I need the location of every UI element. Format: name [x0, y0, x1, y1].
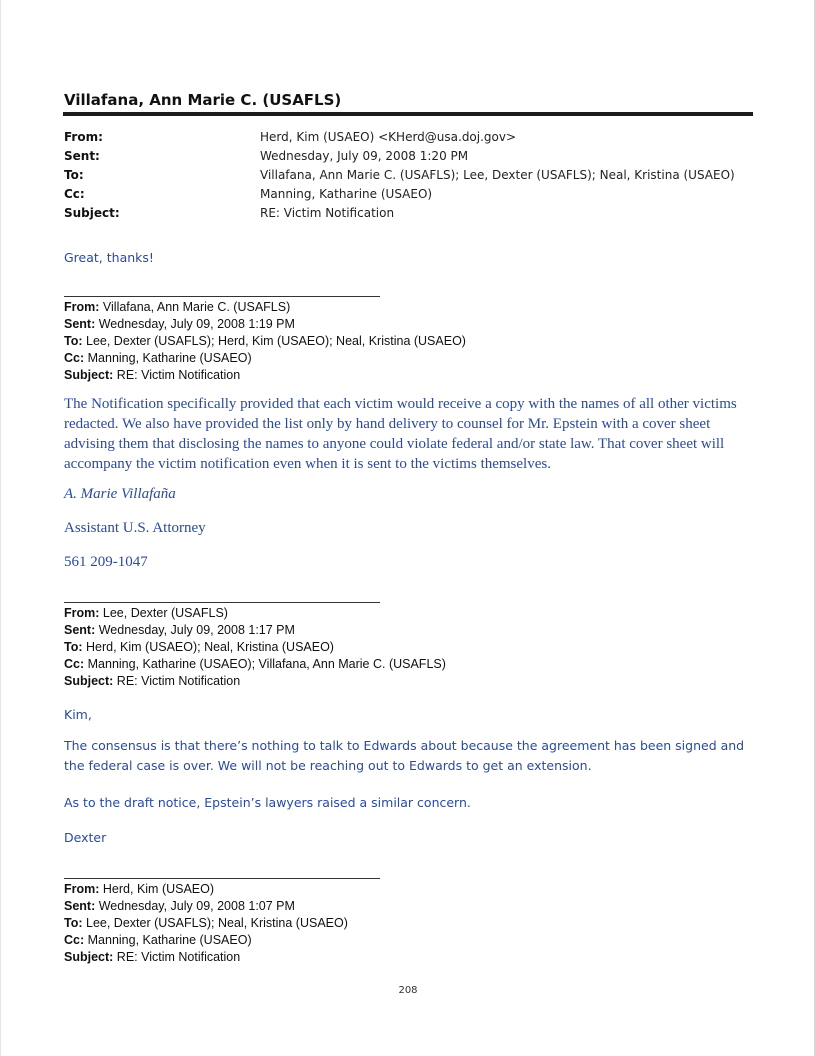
body-line: The Notification specifically provided that each victim would receive a copy with the names of all other victims [64, 396, 737, 412]
quoted-value: RE: Victim Notification [116, 674, 241, 688]
quoted-body-paragraph [64, 736, 744, 776]
quoted-value: Herd, Kim (USAEO) [102, 882, 215, 896]
document-title: Villafana, Ann Marie C. (USAFLS) [64, 91, 342, 109]
quoted-header [64, 605, 446, 690]
quoted-label: From: [64, 882, 100, 896]
body-line: the federal case is over. We will not be reaching out to Edwards to get an extension. [64, 758, 592, 773]
quoted-value: Manning, Katharine (USAEO) [87, 933, 252, 947]
quoted-sent [64, 898, 348, 915]
signature-phone: 561 209-1047 [64, 554, 148, 570]
body-line: The consensus is that there’s nothing to talk to Edwards about because the agreement has been signed and [64, 738, 745, 753]
quoted-label: Sent: [64, 623, 96, 637]
quoted-value: Lee, Dexter (USAFLS); Neal, Kristina (USAEO) [86, 916, 348, 930]
signoff: Dexter [64, 830, 107, 845]
quoted-value: Wednesday, July 09, 2008 1:17 PM [98, 623, 295, 637]
body-line: accompany the victim notification even when it is sent to the victims themselves. [64, 456, 551, 472]
quoted-value: Wednesday, July 09, 2008 1:07 PM [98, 899, 295, 913]
quoted-to [64, 639, 446, 656]
greeting: Kim, [64, 707, 92, 722]
quoted-subject [64, 949, 348, 966]
quoted-label: Sent: [64, 899, 96, 913]
quoted-label: To: [64, 640, 83, 654]
quoted-value: Manning, Katharine (USAEO); Villafana, Ann Marie C. (USAFLS) [87, 657, 446, 671]
quoted-subject [64, 673, 446, 690]
quoted-value: Lee, Dexter (USAFLS); Herd, Kim (USAEO); Neal, Kristina (USAEO) [86, 334, 466, 348]
header-label: Sent: [64, 149, 100, 163]
quoted-from [64, 605, 446, 622]
quoted-header [64, 881, 348, 966]
quoted-label: To: [64, 334, 83, 348]
quoted-cc [64, 932, 348, 949]
message-body: Great, thanks! [64, 250, 154, 265]
quoted-label: From: [64, 300, 100, 314]
header-value: Wednesday, July 09, 2008 1:20 PM [260, 149, 469, 163]
quoted-label: Cc: [64, 933, 85, 947]
quoted-sent [64, 316, 466, 333]
header-label: Subject: [64, 206, 120, 220]
quoted-value: RE: Victim Notification [116, 950, 241, 964]
quoted-label: To: [64, 916, 83, 930]
quoted-to [64, 915, 348, 932]
quoted-sent [64, 622, 446, 639]
body-line: As to the draft notice, Epstein’s lawyers raised a similar concern. [64, 795, 471, 810]
quote-separator [64, 602, 380, 603]
quoted-value: Wednesday, July 09, 2008 1:19 PM [98, 317, 295, 331]
signature-name: A. Marie Villafaña [64, 486, 176, 502]
header-label: To: [64, 168, 84, 182]
scan-edge-left [0, 0, 1, 1056]
quoted-value: Villafana, Ann Marie C. (USAFLS) [102, 300, 291, 314]
header-label: From: [64, 130, 103, 144]
body-line: advising them that disclosing the names to anyone could violate federal and/or state law. That cover sheet will [64, 436, 725, 452]
quoted-label: Cc: [64, 657, 85, 671]
quoted-label: Subject: [64, 950, 114, 964]
quoted-body-paragraph [64, 394, 737, 474]
quote-separator [64, 878, 380, 879]
quoted-value: RE: Victim Notification [116, 368, 241, 382]
quoted-to [64, 333, 466, 350]
header-value: Manning, Katharine (USAEO) [260, 187, 433, 201]
quoted-label: Sent: [64, 317, 96, 331]
quoted-label: From: [64, 606, 100, 620]
quoted-value: Herd, Kim (USAEO); Neal, Kristina (USAEO) [86, 640, 334, 654]
quoted-label: Cc: [64, 351, 85, 365]
quoted-value: Lee, Dexter (USAFLS) [102, 606, 228, 620]
quoted-from [64, 299, 466, 316]
quoted-cc [64, 656, 446, 673]
body-line: redacted. We also have provided the list only by hand delivery to counsel for Mr. Epstein with a cover sheet [64, 416, 711, 432]
title-rule [63, 112, 753, 116]
quoted-header [64, 299, 466, 384]
quoted-value: Manning, Katharine (USAEO) [87, 351, 252, 365]
signature-title: Assistant U.S. Attorney [64, 520, 206, 536]
page-number: 208 [398, 985, 418, 996]
quoted-from [64, 881, 348, 898]
header-value: Villafana, Ann Marie C. (USAFLS); Lee, Dexter (USAFLS); Neal, Kristina (USAEO) [260, 168, 735, 182]
quoted-label: Subject: [64, 368, 114, 382]
quoted-cc [64, 350, 466, 367]
quote-separator [64, 296, 380, 297]
quoted-subject [64, 367, 466, 384]
quoted-label: Subject: [64, 674, 114, 688]
header-value: RE: Victim Notification [260, 206, 395, 220]
header-value: Herd, Kim (USAEO) <KHerd@usa.doj.gov> [260, 130, 517, 144]
header-label: Cc: [64, 187, 85, 201]
